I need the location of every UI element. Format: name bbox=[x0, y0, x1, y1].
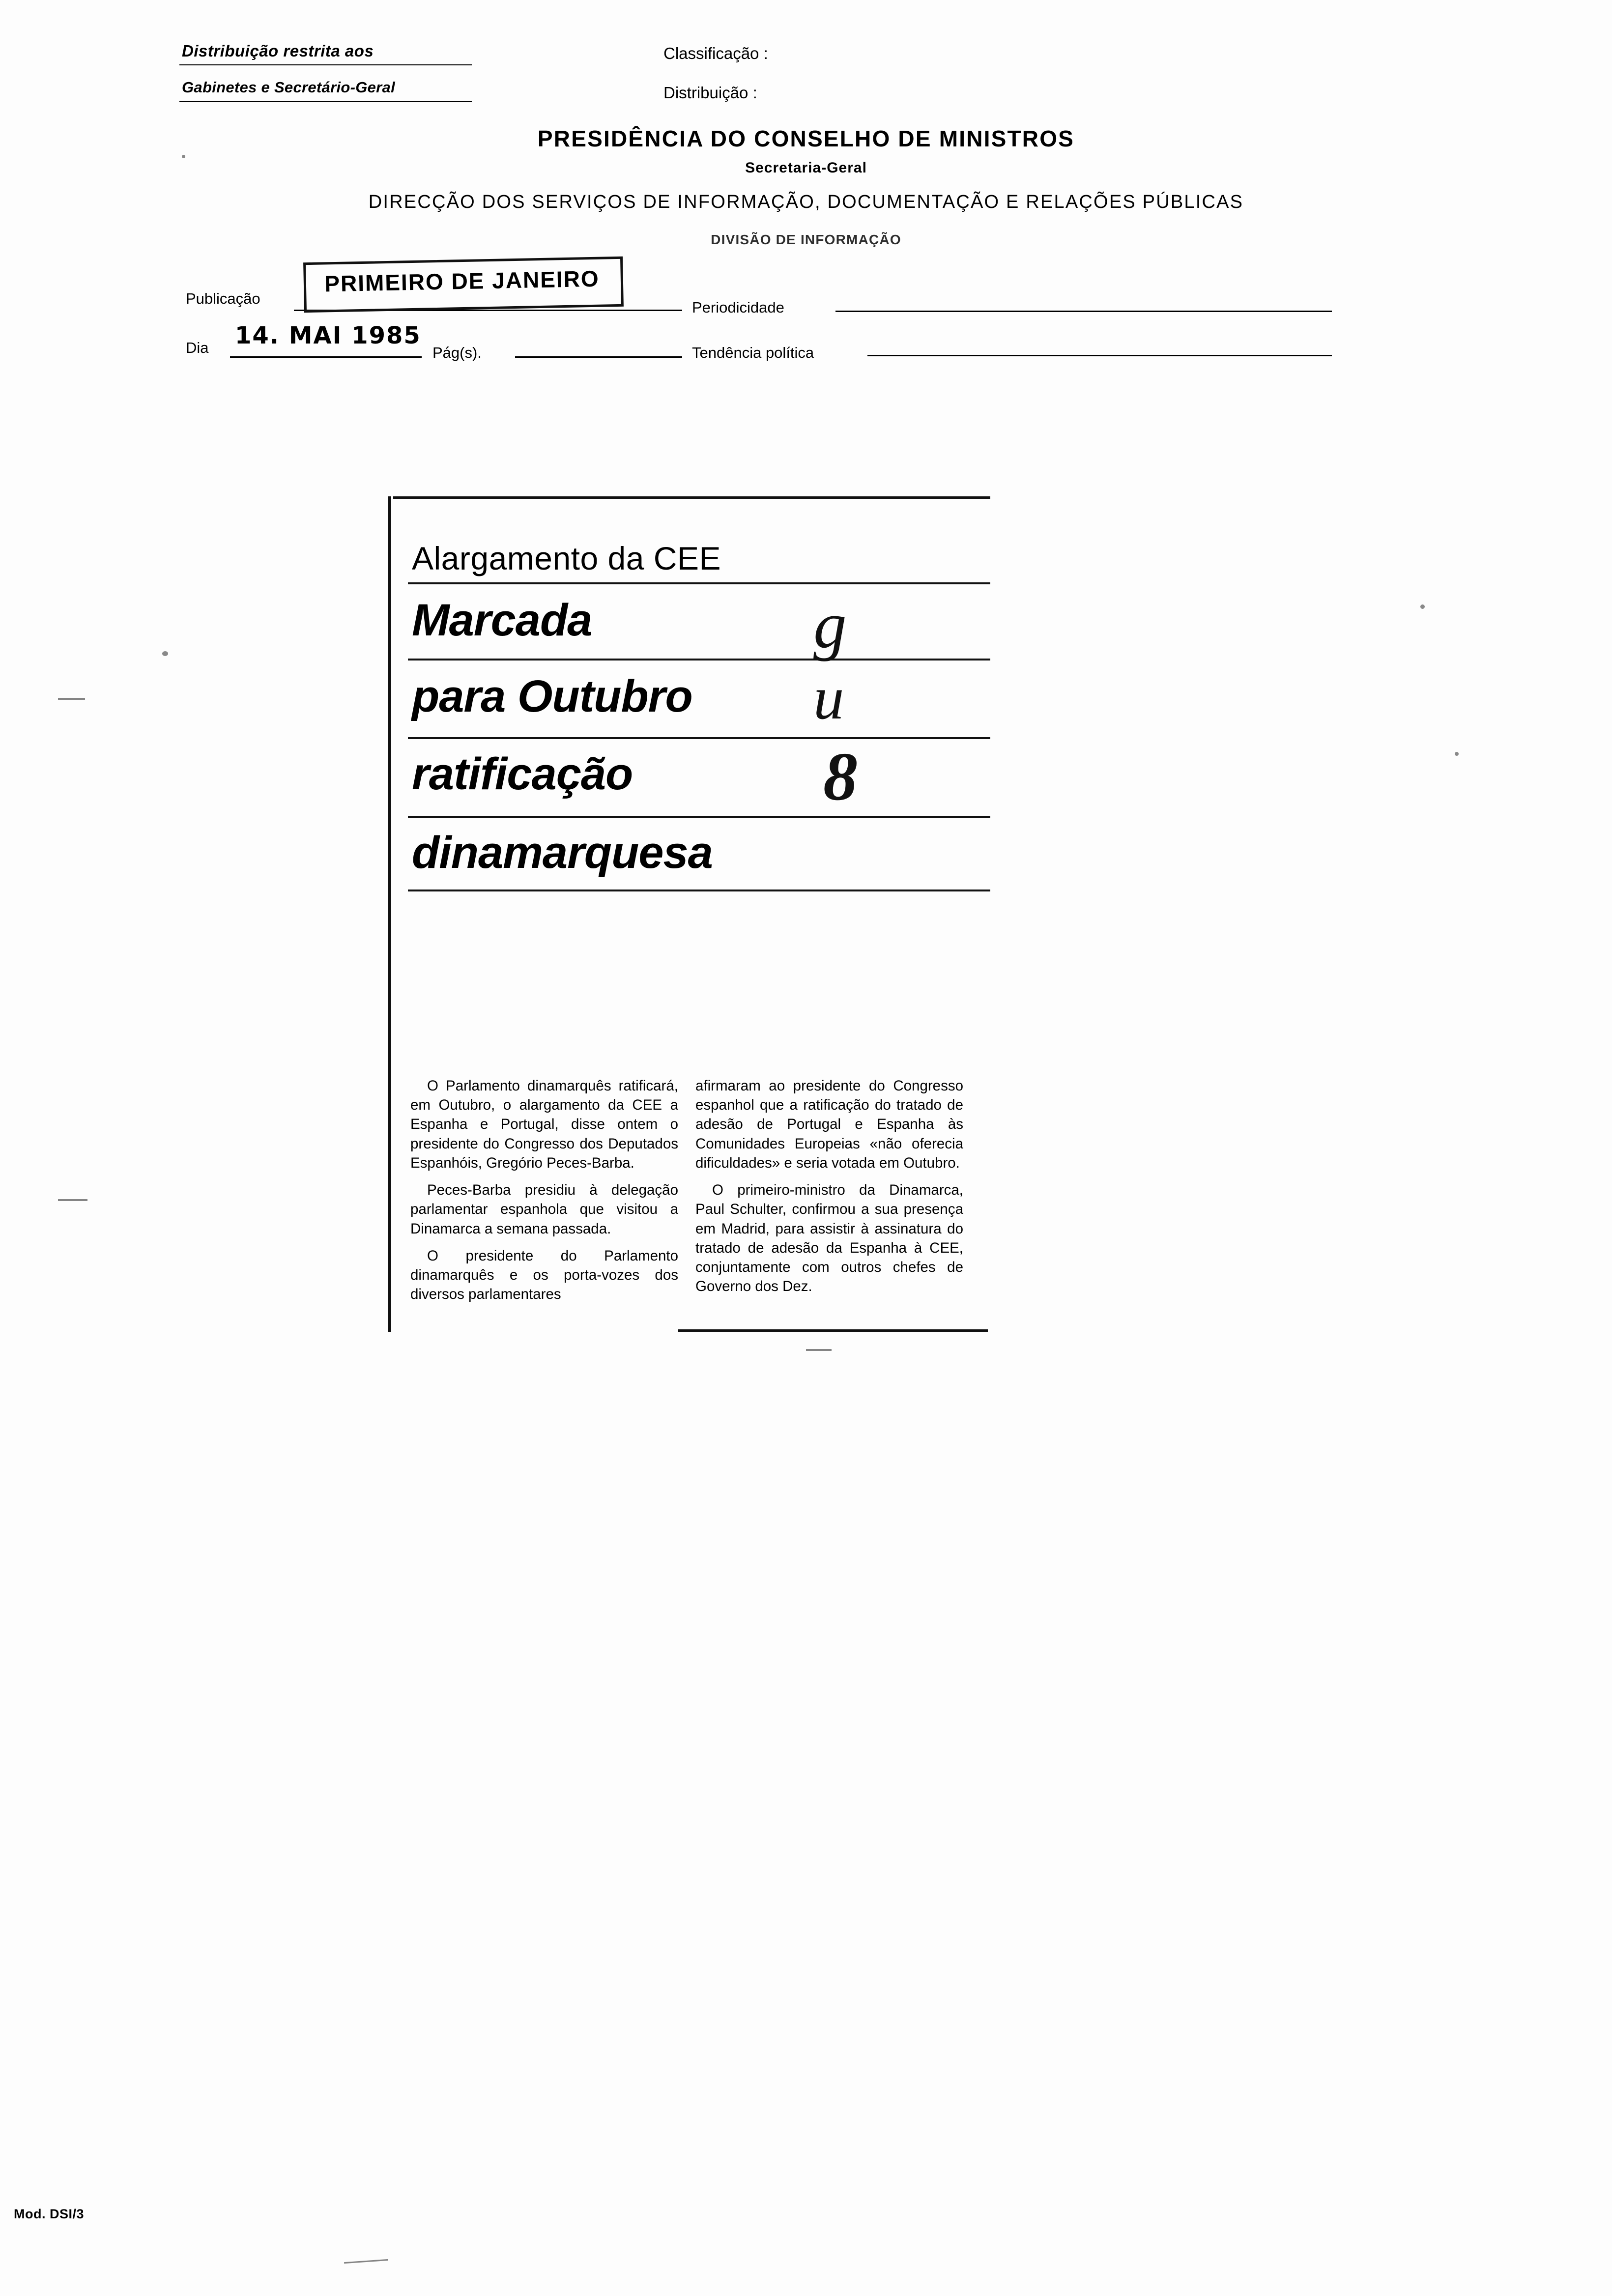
headline-rule bbox=[408, 659, 990, 660]
headline-rule bbox=[408, 890, 990, 891]
scan-speck bbox=[1455, 752, 1459, 756]
distribuicao-label: Distribuição : bbox=[663, 84, 757, 102]
tendencia-field-line bbox=[867, 355, 1332, 356]
headline-line-1: Marcada bbox=[412, 595, 592, 645]
divider bbox=[179, 64, 472, 65]
headline-rule bbox=[408, 582, 990, 584]
clipping-kicker: Alargamento da CEE bbox=[412, 540, 721, 576]
scan-speck bbox=[182, 155, 185, 158]
scan-speck bbox=[162, 651, 168, 656]
scan-mark bbox=[806, 1349, 832, 1351]
dia-label: Dia bbox=[186, 339, 209, 356]
handwritten-annotation-8: 8 bbox=[823, 739, 858, 815]
clipping-bottom-rule bbox=[678, 1329, 988, 1332]
clipping-column-right bbox=[695, 1076, 963, 1304]
paragraph: Peces-Barba presidiu à delegação parlamentar espanhola que visitou a Dinamarca a semana passada. bbox=[410, 1182, 678, 1237]
dia-field-line bbox=[230, 356, 422, 358]
headline-line-3: ratificação bbox=[412, 749, 633, 799]
clipping-left-rule bbox=[388, 496, 391, 1332]
headline-line-2: para Outubro bbox=[412, 671, 692, 721]
paragraph: O Parlamento dinamarquês ratificará, em Outubro, o alargamento da CEE a Espanha e Portugal, disse ontem o presidente do Congresso dos Deputados Espanhóis, Gregório Peces-Barba. bbox=[410, 1078, 678, 1171]
headline-rule bbox=[408, 816, 990, 818]
publicacao-label: Publicação bbox=[186, 290, 260, 307]
clipping-top-rule bbox=[393, 496, 990, 499]
paragraph: afirmaram ao presidente do Congresso espanhol que a ratificação do tratado de adesão de Portugal e Espanha às Comunidades Europeias «não oferecia dificuldades» e seria votada em Outubro. bbox=[695, 1078, 963, 1171]
organization-department: DIRECÇÃO DOS SERVIÇOS DE INFORMAÇÃO, DOCUMENTAÇÃO E RELAÇÕES PÚBLICAS bbox=[368, 192, 1244, 212]
organization-subtitle: Secretaria-Geral bbox=[745, 160, 867, 176]
newspaper-clipping bbox=[374, 496, 993, 1366]
paragraph: O primeiro-ministro da Dinamarca, Paul Schulter, confirmou a sua presença em Madrid, para assistir à assinatura do tratado de adesão da Espanha à CEE, conjuntamente com outros chefes de Governo dos Dez. bbox=[695, 1182, 963, 1295]
pags-field-line bbox=[515, 356, 682, 358]
organization-division: DIVISÃO DE INFORMAÇÃO bbox=[711, 232, 901, 247]
scan-mark bbox=[344, 2259, 388, 2264]
pags-label: Pág(s). bbox=[432, 344, 482, 361]
dia-value: 14. MAI 1985 bbox=[235, 322, 421, 349]
periodicidade-label: Periodicidade bbox=[692, 299, 784, 316]
scan-speck bbox=[1420, 604, 1425, 609]
clipping-column-left bbox=[410, 1076, 678, 1312]
divider bbox=[179, 101, 472, 102]
headline-rule bbox=[408, 737, 990, 739]
periodicidade-field-line bbox=[835, 311, 1332, 312]
tendencia-label: Tendência política bbox=[692, 344, 814, 361]
form-code: Mod. DSI/3 bbox=[14, 2207, 85, 2221]
headline-line-4: dinamarquesa bbox=[412, 828, 713, 878]
organization-title: PRESIDÊNCIA DO CONSELHO DE MINISTROS bbox=[537, 126, 1075, 151]
classificacao-label: Classificação : bbox=[663, 44, 768, 62]
scan-mark bbox=[58, 698, 85, 700]
handwritten-annotation-u: u bbox=[813, 664, 844, 732]
restricted-distribution-line-2: Gabinetes e Secretário-Geral bbox=[182, 79, 395, 96]
publicacao-value: PRIMEIRO DE JANEIRO bbox=[324, 265, 600, 297]
handwritten-annotation-g: g bbox=[813, 589, 847, 662]
restricted-distribution-line-1: Distribuição restrita aos bbox=[182, 42, 374, 60]
scan-mark bbox=[58, 1199, 87, 1201]
paragraph: O presidente do Parlamento dinamarquês e os porta-vozes dos diversos parlamentares bbox=[410, 1247, 678, 1303]
